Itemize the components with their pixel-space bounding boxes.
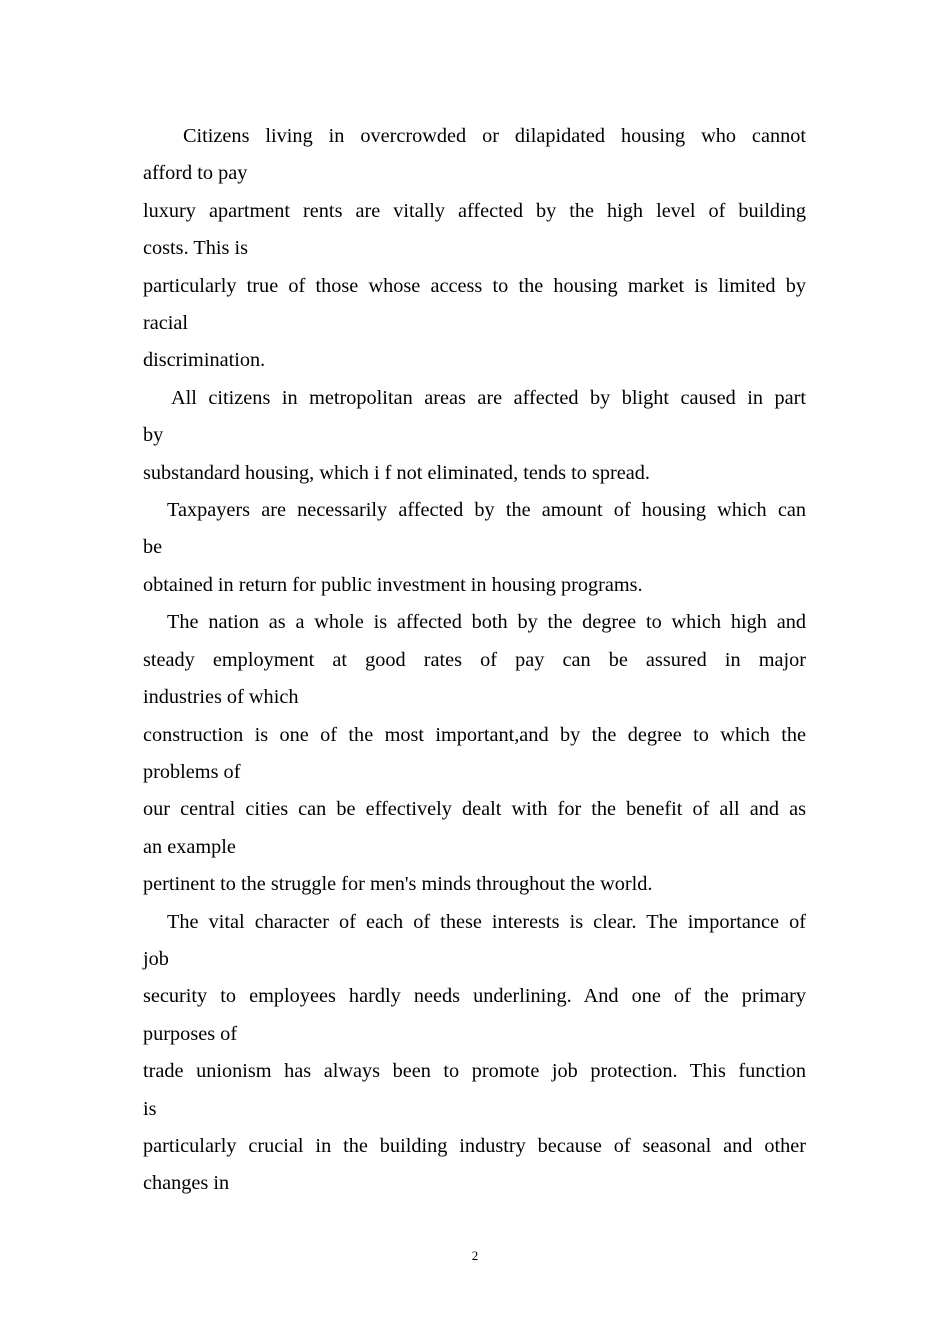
text-line: All citizens in metropolitan areas are affected by blight caused in part — [171, 386, 806, 409]
text-line: industries of which — [143, 686, 299, 709]
text-line: pertinent to the struggle for men's minds throughout the world. — [143, 873, 653, 896]
text-line: substandard housing, which i f not eliminated, tends to spread. — [143, 461, 650, 484]
text-line: construction is one of the most important,and by the degree to which the — [143, 723, 806, 746]
text-line: particularly true of those whose access to the housing market is limited by — [143, 274, 806, 297]
text-line: be — [143, 536, 163, 559]
text-line: steady employment at good rates of pay can be assured in major — [143, 648, 806, 671]
text-line: problems of — [143, 760, 241, 783]
text-line: obtained in return for public investment in housing programs. — [143, 573, 643, 596]
text-line: discrimination. — [143, 349, 266, 372]
text-line: Taxpayers are necessarily affected by the amount of housing which can — [167, 499, 806, 522]
text-line: is — [143, 1097, 157, 1120]
text-line: an example — [143, 835, 236, 858]
paragraph — [143, 904, 806, 1203]
text-line: security to employees hardly needs underlining. And one of the primary — [143, 985, 806, 1008]
text-line: our central cities can be effectively dealt with for the benefit of all and as — [143, 798, 806, 821]
text-line: trade unionism has always been to promote job protection. This function — [143, 1060, 806, 1083]
text-line: job — [143, 947, 169, 970]
text-line: by — [143, 424, 164, 447]
paragraph — [143, 380, 806, 492]
text-line: The vital character of each of these interests is clear. The importance of — [167, 910, 806, 933]
text-line: afford to pay — [143, 162, 248, 185]
paragraph — [143, 492, 806, 604]
page-number: 2 — [471, 1248, 479, 1263]
paragraph — [143, 118, 806, 380]
text-line: purposes of — [143, 1022, 238, 1045]
text-line: changes in — [143, 1172, 230, 1195]
text-line: Citizens living in overcrowded or dilapidated housing who cannot — [183, 125, 806, 147]
text-line: luxury apartment rents are vitally affected by the high level of building — [143, 199, 806, 222]
text-line: The nation as a whole is affected both by the degree to which high and — [167, 611, 806, 634]
text-line: particularly crucial in the building industry because of seasonal and other — [143, 1134, 806, 1157]
text-line: costs. This is — [143, 237, 248, 260]
paragraph — [143, 604, 806, 903]
text-line: racial — [143, 312, 189, 335]
document-body — [143, 118, 806, 1203]
